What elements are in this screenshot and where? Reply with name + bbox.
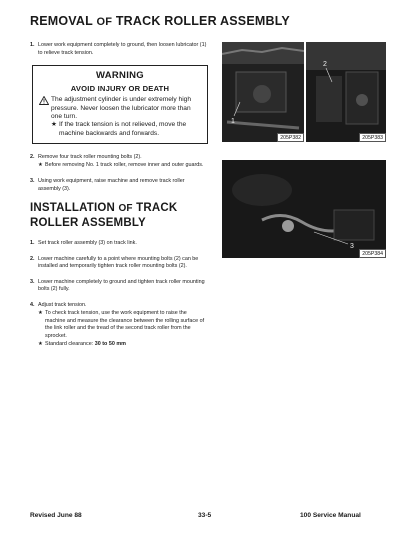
step-number: 4. [30, 302, 35, 309]
title-word-removal: REMOVAL [30, 14, 93, 28]
photo-label: 205P384 [359, 249, 386, 258]
photo-callout-2: 2 [323, 61, 327, 68]
removal-step-3 [30, 178, 208, 193]
step-note: Before removing No. 1 track roller, remove inner and outer guards. [45, 162, 204, 169]
step-number: 1. [30, 42, 35, 48]
install-step-3 [30, 279, 208, 294]
step-number: 1. [30, 240, 35, 247]
step-note-clearance [45, 341, 208, 349]
warning-box [32, 65, 208, 144]
step-note: To check track tension, use the work equipment to raise the machine and measure the clearance between the rolling surface of the link roller and the tread of the second track roller from the sprocket. [45, 310, 205, 339]
photo-callout-1: 1 [231, 118, 235, 125]
warning-note [39, 121, 201, 138]
photo-callout-3: 3 [350, 243, 354, 250]
step-number: 3. [30, 177, 35, 184]
step-text: Adjust track tension. [38, 302, 87, 309]
footer-page-number: 33-5 [198, 512, 212, 519]
removal-step-2 [30, 154, 208, 170]
star-icon: ★ [38, 341, 43, 348]
section-title-word: TRACK [136, 202, 178, 215]
step-text: Lower machine carefully to a point where mounting bolts (2) can be installed and temporarily tighten track roller mounting bolts (2). [38, 255, 199, 270]
section-title-word: INSTALLATION [30, 202, 116, 215]
warning-subtitle: AVOID INJURY OR DEATH [70, 84, 170, 94]
photo-205p384 [222, 160, 386, 258]
footer-revision: Revised June 88 [30, 512, 82, 519]
clearance-label: Standard clearance: [45, 341, 94, 348]
section-title-installation [30, 201, 208, 230]
step-number: 3. [30, 278, 35, 285]
warning-title: WARNING [95, 70, 144, 82]
install-step-4 [30, 302, 208, 349]
step-number: 2. [30, 154, 35, 161]
step-text: Lower machine completely to ground and tighten track roller mounting bolts (2) fully. [38, 278, 205, 293]
title-word-rest: TRACK ROLLER ASSEMBLY [115, 14, 290, 28]
removal-step-1 [30, 42, 208, 57]
photo-205p383 [306, 42, 386, 142]
photo-label: 205P382 [277, 133, 304, 142]
photo-205p382 [222, 42, 304, 142]
left-column [30, 42, 208, 357]
step-text: Remove four track roller mounting bolts (2). [38, 154, 142, 161]
section-title-word: OF [118, 203, 133, 215]
star-icon: ★ [38, 162, 43, 169]
step-text: Using work equipment, raise machine and remove track roller assembly (3). [38, 177, 185, 192]
install-step-1 [30, 240, 208, 248]
step-number: 2. [30, 255, 35, 262]
section-title-line2: ROLLER ASSEMBLY [30, 217, 146, 230]
title-word-of: OF [96, 16, 113, 28]
clearance-value: 30 to 50 mm [94, 341, 126, 348]
footer-manual-title: 100 Service Manual [300, 512, 361, 519]
warning-text: The adjustment cylinder is under extremely high pressure. Never loosen the lubricator more than one turn. [51, 96, 192, 120]
page-title [30, 14, 290, 28]
star-icon: ★ [51, 121, 57, 129]
step-text: Set track roller assembly (3) on track link. [38, 240, 137, 247]
install-step-2 [30, 256, 208, 271]
step-text: Lower work equipment completely to ground, then loosen lubricator (1) to relieve track tension. [38, 42, 207, 56]
star-icon: ★ [38, 310, 43, 317]
warning-note-text: If the track tension is not relieved, move the machine backwards and forwards. [59, 121, 187, 137]
photo-label: 205P383 [359, 133, 386, 142]
hazard-triangle-icon [39, 96, 51, 121]
